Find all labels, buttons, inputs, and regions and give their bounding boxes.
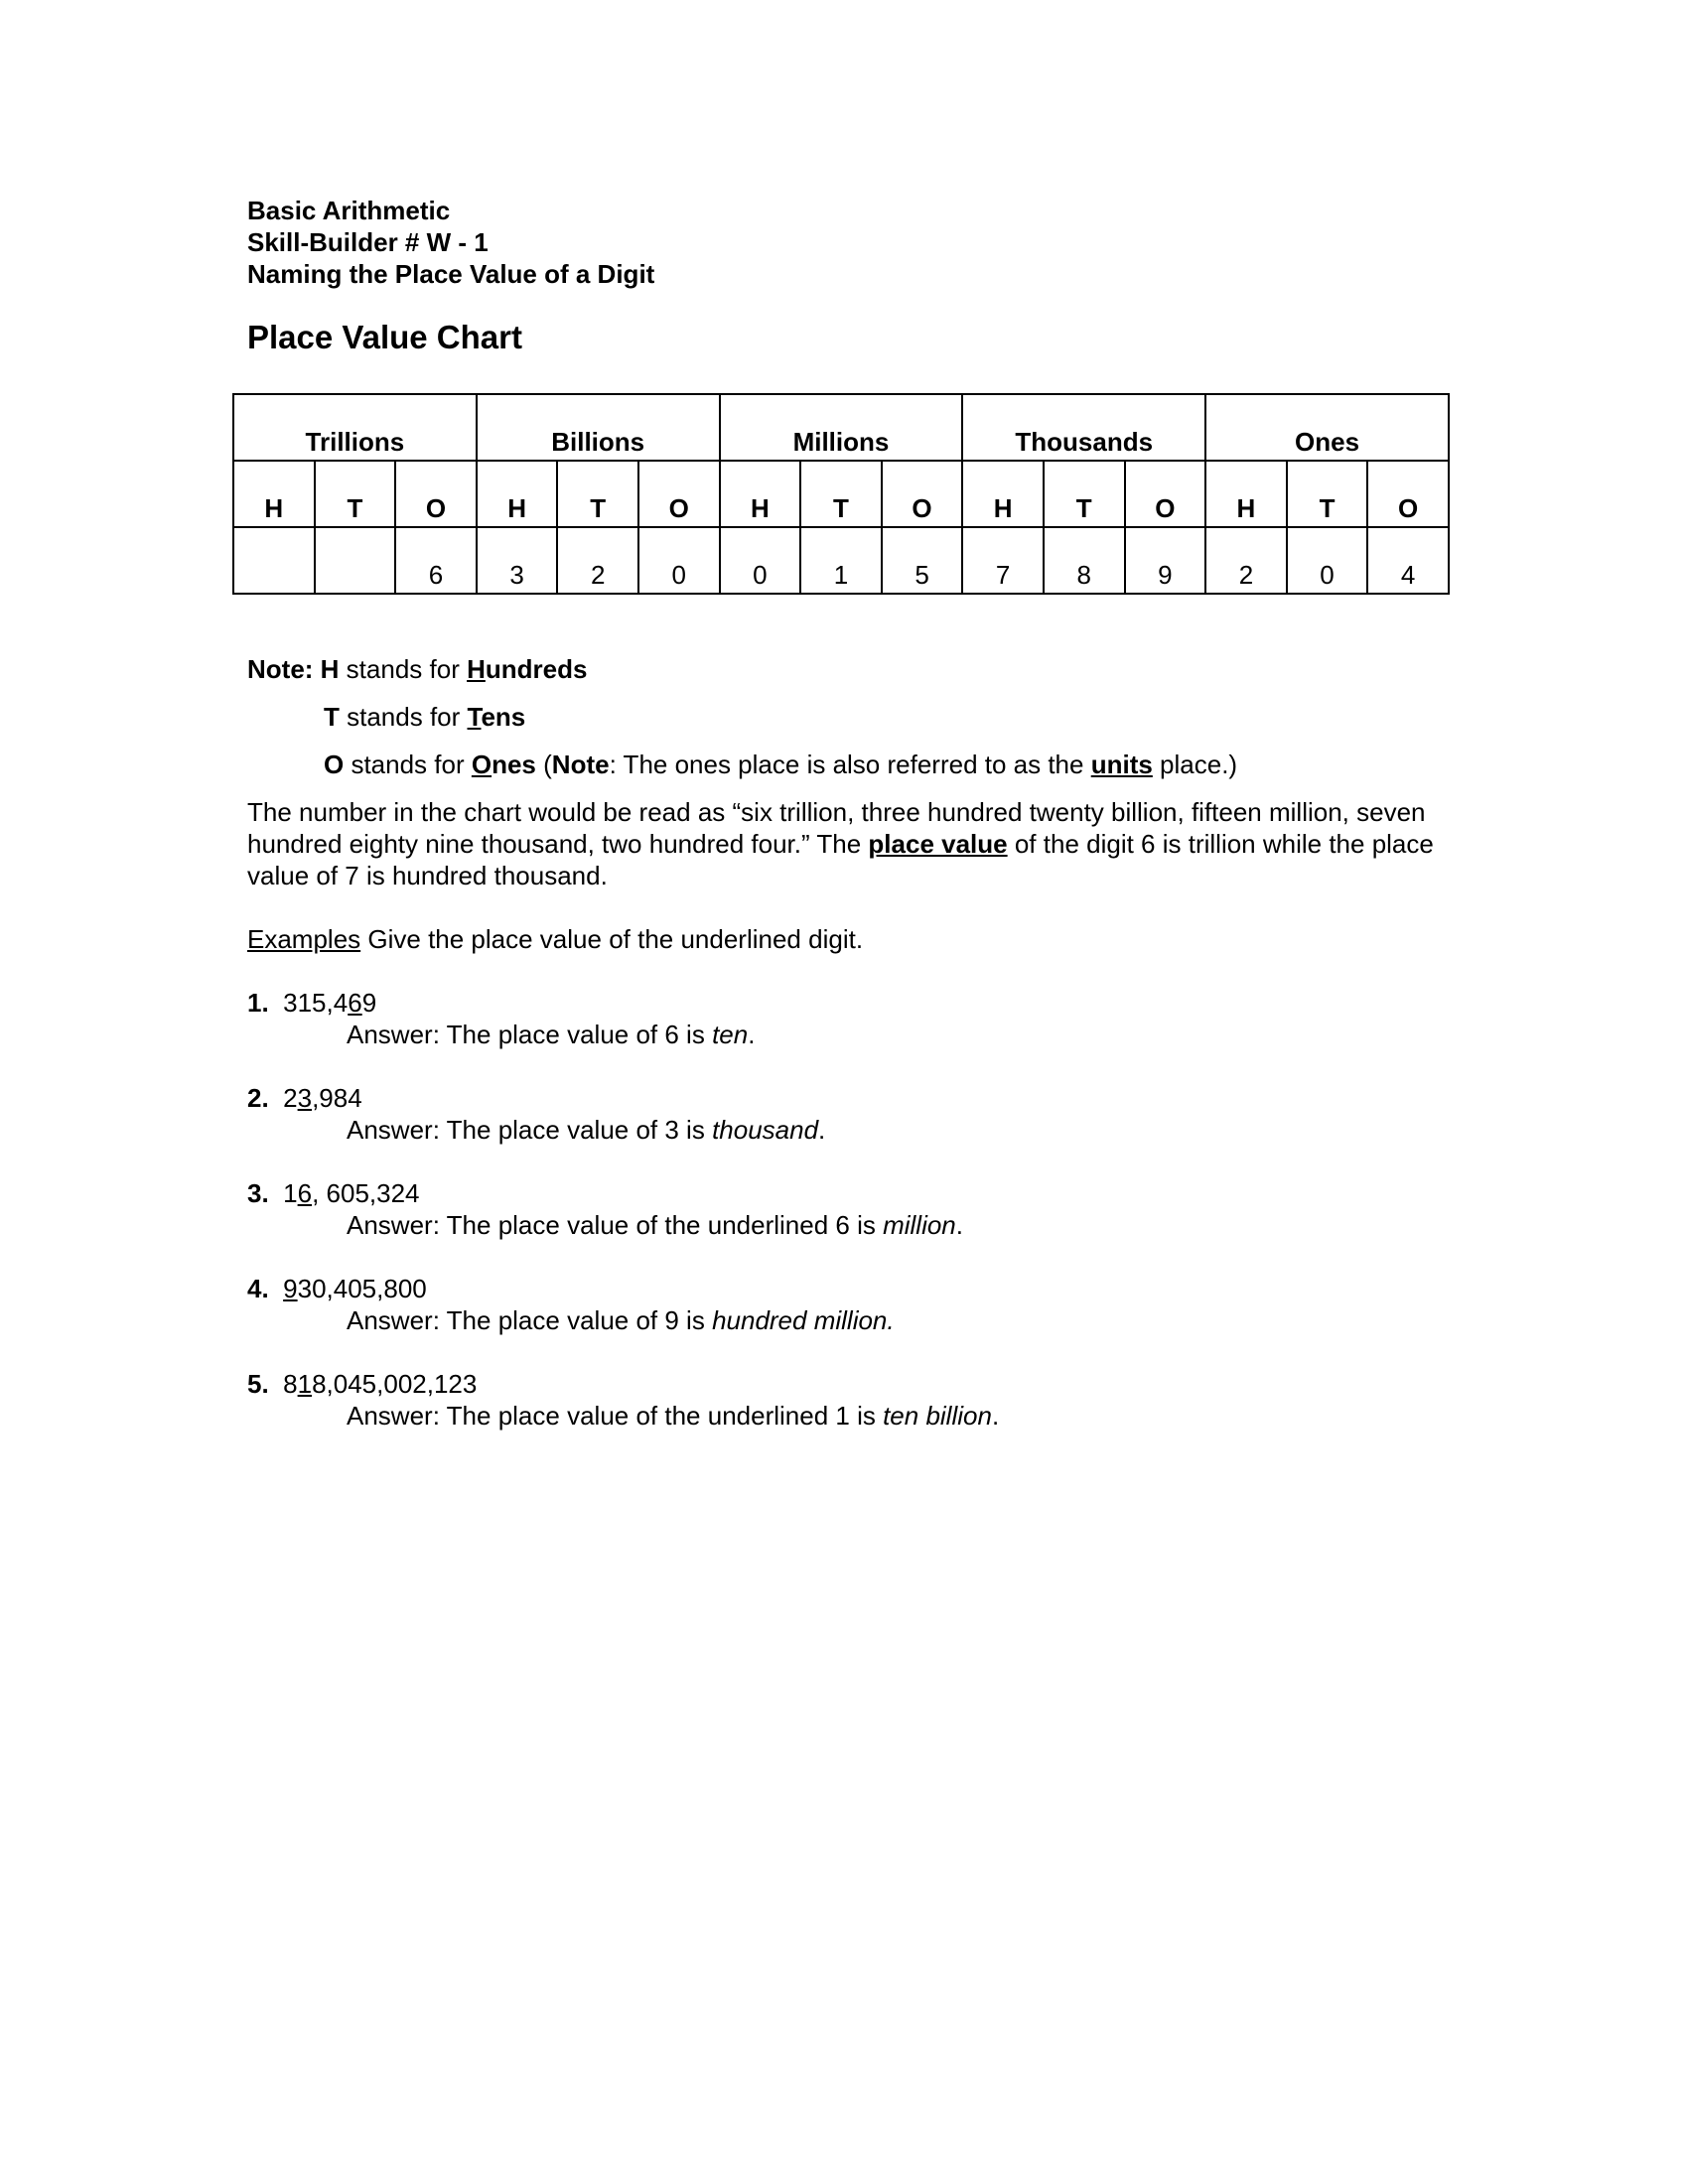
letter-cell: O — [395, 461, 477, 527]
digit-cell: 0 — [638, 527, 720, 594]
examples-heading: Examples Give the place value of the underlined digit. — [247, 924, 864, 954]
letter-cell: H — [233, 461, 315, 527]
list-item: 3. 16, 605,324 Answer: The place value of the underlined 6 is million. — [247, 1178, 963, 1240]
digit-cell — [233, 527, 315, 594]
letter-cell: O — [882, 461, 963, 527]
digit-cell: 1 — [800, 527, 882, 594]
letter-cell: T — [315, 461, 396, 527]
table-letter-row — [233, 461, 1449, 527]
digit-cell: 3 — [477, 527, 558, 594]
group-millions: Millions — [720, 394, 963, 461]
subject-title: Basic Arithmetic — [247, 196, 451, 225]
letter-cell: H — [1205, 461, 1287, 527]
letter-cell: O — [1125, 461, 1206, 527]
digit-cell: 5 — [882, 527, 963, 594]
place-value-table — [232, 393, 1450, 595]
digit-cell: 0 — [1287, 527, 1368, 594]
lesson-title: Naming the Place Value of a Digit — [247, 259, 655, 289]
body-text — [247, 653, 1459, 1432]
letter-cell: H — [477, 461, 558, 527]
worksheet-page — [247, 195, 1459, 1431]
digit-cell: 2 — [557, 527, 638, 594]
list-item: 4. 930,405,800 Answer: The place value of 9 is hundred million. — [247, 1274, 895, 1335]
list-item: 1. 315,469 Answer: The place value of 6 is ten. — [247, 988, 756, 1049]
note-label: Note: — [247, 654, 314, 684]
list-item: 5. 818,045,002,123 Answer: The place value of the underlined 1 is ten billion. — [247, 1369, 1000, 1431]
group-billions: Billions — [477, 394, 720, 461]
digit-cell: 0 — [720, 527, 801, 594]
letter-cell: H — [962, 461, 1044, 527]
note-hundreds: Note: H stands for Hundreds — [247, 654, 588, 684]
letter-cell: H — [720, 461, 801, 527]
group-thousands: Thousands — [962, 394, 1205, 461]
digit-cell — [315, 527, 396, 594]
digit-cell: 6 — [395, 527, 477, 594]
place-value-term: place value — [868, 829, 1008, 859]
letter-cell: T — [557, 461, 638, 527]
letter-cell: O — [1367, 461, 1449, 527]
note-tens: T stands for Tens — [324, 702, 526, 732]
group-trillions: Trillions — [233, 394, 477, 461]
note-ones: O stands for Ones (Note: The ones place is also referred to as the units place.) — [324, 750, 1238, 779]
digit-cell: 9 — [1125, 527, 1206, 594]
table-group-row — [233, 394, 1449, 461]
digit-cell: 7 — [962, 527, 1044, 594]
skill-builder-id: Skill-Builder # W - 1 — [247, 227, 489, 257]
list-item: 2. 23,984 Answer: The place value of 3 is thousand. — [247, 1083, 826, 1145]
letter-cell: O — [638, 461, 720, 527]
letter-cell: T — [800, 461, 882, 527]
chart-title: Place Value Chart — [247, 319, 522, 355]
letter-cell: T — [1287, 461, 1368, 527]
group-ones: Ones — [1205, 394, 1449, 461]
digit-cell: 8 — [1044, 527, 1125, 594]
explanation-paragraph: The number in the chart would be read as “six trillion, three hundred twenty billion, fifteen million, seven hundred eighty nine thousand, two hundred four.” The place value of the digit 6 is trillion while the place value of 7 is hundred thousand. — [247, 797, 1434, 890]
digit-cell: 4 — [1367, 527, 1449, 594]
letter-cell: T — [1044, 461, 1125, 527]
table-digit-row — [233, 527, 1449, 594]
digit-cell: 2 — [1205, 527, 1287, 594]
